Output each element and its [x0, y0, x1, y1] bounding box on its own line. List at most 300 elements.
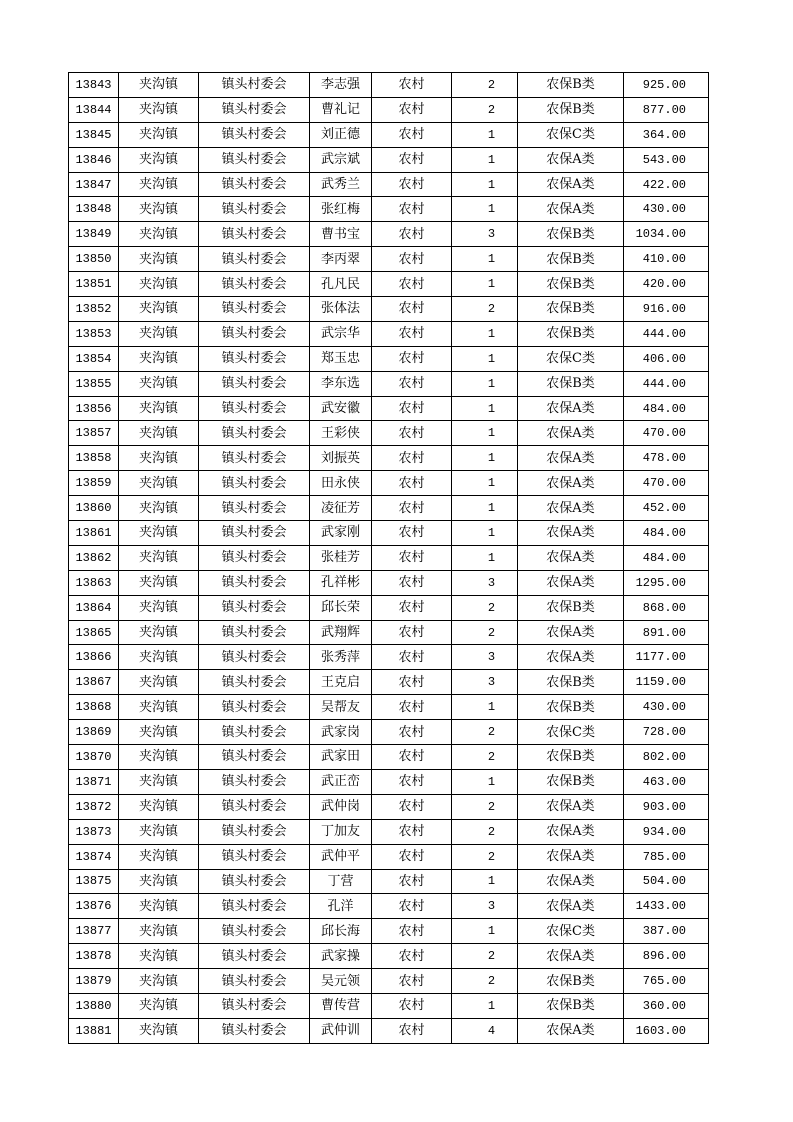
- amount-cell: 478.00: [624, 446, 709, 471]
- name-cell: 孔凡民: [310, 272, 372, 297]
- insurance-class-cell: 农保A类: [518, 869, 624, 894]
- member-count-cell: 1: [452, 769, 518, 794]
- amount-cell: 452.00: [624, 496, 709, 521]
- table-row: [69, 819, 709, 844]
- village-committee-cell: 镇头村委会: [199, 595, 310, 620]
- village-committee-cell: 镇头村委会: [199, 471, 310, 496]
- amount-cell: 470.00: [624, 421, 709, 446]
- town-cell: 夹沟镇: [119, 421, 199, 446]
- name-cell: 邱长荣: [310, 595, 372, 620]
- amount-cell: 891.00: [624, 620, 709, 645]
- benefit-roster-table: [68, 72, 709, 1044]
- town-cell: 夹沟镇: [119, 446, 199, 471]
- amount-cell: 903.00: [624, 794, 709, 819]
- town-cell: 夹沟镇: [119, 247, 199, 272]
- serial-number-cell: 13850: [69, 247, 119, 272]
- table-row: [69, 122, 709, 147]
- serial-number-cell: 13849: [69, 222, 119, 247]
- insurance-class-cell: 农保A类: [518, 794, 624, 819]
- village-committee-cell: 镇头村委会: [199, 521, 310, 546]
- member-count-cell: 3: [452, 570, 518, 595]
- serial-number-cell: 13852: [69, 297, 119, 322]
- table-row: [69, 73, 709, 98]
- serial-number-cell: 13859: [69, 471, 119, 496]
- amount-cell: 360.00: [624, 993, 709, 1018]
- town-cell: 夹沟镇: [119, 396, 199, 421]
- table-row: [69, 197, 709, 222]
- amount-cell: 934.00: [624, 819, 709, 844]
- name-cell: 李志强: [310, 73, 372, 98]
- town-cell: 夹沟镇: [119, 670, 199, 695]
- amount-cell: 802.00: [624, 745, 709, 770]
- household-type-cell: 农村: [372, 869, 452, 894]
- insurance-class-cell: 农保B类: [518, 695, 624, 720]
- name-cell: 张秀萍: [310, 645, 372, 670]
- household-type-cell: 农村: [372, 1018, 452, 1043]
- village-committee-cell: 镇头村委会: [199, 321, 310, 346]
- insurance-class-cell: 农保A类: [518, 819, 624, 844]
- amount-cell: 1603.00: [624, 1018, 709, 1043]
- village-committee-cell: 镇头村委会: [199, 993, 310, 1018]
- member-count-cell: 1: [452, 869, 518, 894]
- insurance-class-cell: 农保A类: [518, 147, 624, 172]
- village-committee-cell: 镇头村委会: [199, 695, 310, 720]
- insurance-class-cell: 农保B类: [518, 73, 624, 98]
- amount-cell: 410.00: [624, 247, 709, 272]
- town-cell: 夹沟镇: [119, 346, 199, 371]
- village-committee-cell: 镇头村委会: [199, 1018, 310, 1043]
- name-cell: 王彩侠: [310, 421, 372, 446]
- insurance-class-cell: 农保A类: [518, 844, 624, 869]
- insurance-class-cell: 农保B类: [518, 745, 624, 770]
- table-row: [69, 944, 709, 969]
- village-committee-cell: 镇头村委会: [199, 645, 310, 670]
- serial-number-cell: 13880: [69, 993, 119, 1018]
- serial-number-cell: 13861: [69, 521, 119, 546]
- household-type-cell: 农村: [372, 894, 452, 919]
- village-committee-cell: 镇头村委会: [199, 570, 310, 595]
- name-cell: 刘振英: [310, 446, 372, 471]
- serial-number-cell: 13872: [69, 794, 119, 819]
- insurance-class-cell: 农保A类: [518, 545, 624, 570]
- amount-cell: 785.00: [624, 844, 709, 869]
- town-cell: 夹沟镇: [119, 1018, 199, 1043]
- member-count-cell: 2: [452, 720, 518, 745]
- serial-number-cell: 13864: [69, 595, 119, 620]
- insurance-class-cell: 农保C类: [518, 919, 624, 944]
- name-cell: 武安徽: [310, 396, 372, 421]
- household-type-cell: 农村: [372, 720, 452, 745]
- table-row: [69, 371, 709, 396]
- town-cell: 夹沟镇: [119, 172, 199, 197]
- village-committee-cell: 镇头村委会: [199, 122, 310, 147]
- serial-number-cell: 13870: [69, 745, 119, 770]
- town-cell: 夹沟镇: [119, 869, 199, 894]
- table-row: [69, 172, 709, 197]
- town-cell: 夹沟镇: [119, 122, 199, 147]
- member-count-cell: 1: [452, 446, 518, 471]
- household-type-cell: 农村: [372, 944, 452, 969]
- town-cell: 夹沟镇: [119, 321, 199, 346]
- table-row: [69, 496, 709, 521]
- serial-number-cell: 13865: [69, 620, 119, 645]
- household-type-cell: 农村: [372, 471, 452, 496]
- town-cell: 夹沟镇: [119, 969, 199, 994]
- town-cell: 夹沟镇: [119, 147, 199, 172]
- serial-number-cell: 13871: [69, 769, 119, 794]
- household-type-cell: 农村: [372, 197, 452, 222]
- table-row: [69, 297, 709, 322]
- insurance-class-cell: 农保A类: [518, 446, 624, 471]
- member-count-cell: 3: [452, 670, 518, 695]
- member-count-cell: 1: [452, 421, 518, 446]
- amount-cell: 470.00: [624, 471, 709, 496]
- household-type-cell: 农村: [372, 794, 452, 819]
- table-row: [69, 421, 709, 446]
- household-type-cell: 农村: [372, 446, 452, 471]
- insurance-class-cell: 农保A类: [518, 421, 624, 446]
- table-row: [69, 247, 709, 272]
- town-cell: 夹沟镇: [119, 944, 199, 969]
- member-count-cell: 2: [452, 297, 518, 322]
- serial-number-cell: 13877: [69, 919, 119, 944]
- insurance-class-cell: 农保A类: [518, 521, 624, 546]
- town-cell: 夹沟镇: [119, 197, 199, 222]
- name-cell: 武家操: [310, 944, 372, 969]
- serial-number-cell: 13847: [69, 172, 119, 197]
- name-cell: 武仲平: [310, 844, 372, 869]
- name-cell: 凌征芳: [310, 496, 372, 521]
- name-cell: 王克启: [310, 670, 372, 695]
- village-committee-cell: 镇头村委会: [199, 222, 310, 247]
- name-cell: 武翔辉: [310, 620, 372, 645]
- amount-cell: 896.00: [624, 944, 709, 969]
- serial-number-cell: 13856: [69, 396, 119, 421]
- town-cell: 夹沟镇: [119, 371, 199, 396]
- serial-number-cell: 13843: [69, 73, 119, 98]
- town-cell: 夹沟镇: [119, 794, 199, 819]
- village-committee-cell: 镇头村委会: [199, 297, 310, 322]
- name-cell: 张桂芳: [310, 545, 372, 570]
- member-count-cell: 1: [452, 247, 518, 272]
- insurance-class-cell: 农保B类: [518, 321, 624, 346]
- town-cell: 夹沟镇: [119, 297, 199, 322]
- serial-number-cell: 13844: [69, 97, 119, 122]
- town-cell: 夹沟镇: [119, 695, 199, 720]
- table-row: [69, 769, 709, 794]
- table-row: [69, 745, 709, 770]
- village-committee-cell: 镇头村委会: [199, 97, 310, 122]
- serial-number-cell: 13846: [69, 147, 119, 172]
- village-committee-cell: 镇头村委会: [199, 819, 310, 844]
- insurance-class-cell: 农保A类: [518, 894, 624, 919]
- amount-cell: 463.00: [624, 769, 709, 794]
- amount-cell: 444.00: [624, 371, 709, 396]
- insurance-class-cell: 农保C类: [518, 346, 624, 371]
- amount-cell: 868.00: [624, 595, 709, 620]
- household-type-cell: 农村: [372, 969, 452, 994]
- table-row: [69, 396, 709, 421]
- table-row: [69, 446, 709, 471]
- serial-number-cell: 13857: [69, 421, 119, 446]
- amount-cell: 1159.00: [624, 670, 709, 695]
- member-count-cell: 1: [452, 993, 518, 1018]
- village-committee-cell: 镇头村委会: [199, 620, 310, 645]
- serial-number-cell: 13845: [69, 122, 119, 147]
- amount-cell: 430.00: [624, 197, 709, 222]
- table-row: [69, 147, 709, 172]
- serial-number-cell: 13862: [69, 545, 119, 570]
- village-committee-cell: 镇头村委会: [199, 496, 310, 521]
- member-count-cell: 1: [452, 272, 518, 297]
- name-cell: 吴元领: [310, 969, 372, 994]
- amount-cell: 484.00: [624, 545, 709, 570]
- household-type-cell: 农村: [372, 496, 452, 521]
- insurance-class-cell: 农保B类: [518, 97, 624, 122]
- serial-number-cell: 13878: [69, 944, 119, 969]
- table-row: [69, 222, 709, 247]
- town-cell: 夹沟镇: [119, 73, 199, 98]
- village-committee-cell: 镇头村委会: [199, 545, 310, 570]
- town-cell: 夹沟镇: [119, 222, 199, 247]
- household-type-cell: 农村: [372, 396, 452, 421]
- member-count-cell: 1: [452, 496, 518, 521]
- household-type-cell: 农村: [372, 172, 452, 197]
- amount-cell: 728.00: [624, 720, 709, 745]
- insurance-class-cell: 农保A类: [518, 471, 624, 496]
- town-cell: 夹沟镇: [119, 894, 199, 919]
- village-committee-cell: 镇头村委会: [199, 147, 310, 172]
- insurance-class-cell: 农保B类: [518, 769, 624, 794]
- member-count-cell: 1: [452, 396, 518, 421]
- town-cell: 夹沟镇: [119, 720, 199, 745]
- name-cell: 张体法: [310, 297, 372, 322]
- town-cell: 夹沟镇: [119, 595, 199, 620]
- table-row: [69, 794, 709, 819]
- household-type-cell: 农村: [372, 346, 452, 371]
- insurance-class-cell: 农保C类: [518, 122, 624, 147]
- household-type-cell: 农村: [372, 620, 452, 645]
- village-committee-cell: 镇头村委会: [199, 396, 310, 421]
- insurance-class-cell: 农保A类: [518, 645, 624, 670]
- household-type-cell: 农村: [372, 97, 452, 122]
- table-row: [69, 1018, 709, 1043]
- town-cell: 夹沟镇: [119, 919, 199, 944]
- village-committee-cell: 镇头村委会: [199, 421, 310, 446]
- name-cell: 孔洋: [310, 894, 372, 919]
- village-committee-cell: 镇头村委会: [199, 769, 310, 794]
- amount-cell: 916.00: [624, 297, 709, 322]
- insurance-class-cell: 农保B类: [518, 297, 624, 322]
- town-cell: 夹沟镇: [119, 570, 199, 595]
- insurance-class-cell: 农保B类: [518, 670, 624, 695]
- name-cell: 李东选: [310, 371, 372, 396]
- member-count-cell: 1: [452, 545, 518, 570]
- village-committee-cell: 镇头村委会: [199, 247, 310, 272]
- name-cell: 邱长海: [310, 919, 372, 944]
- household-type-cell: 农村: [372, 321, 452, 346]
- household-type-cell: 农村: [372, 993, 452, 1018]
- name-cell: 武宗斌: [310, 147, 372, 172]
- name-cell: 丁加友: [310, 819, 372, 844]
- town-cell: 夹沟镇: [119, 97, 199, 122]
- household-type-cell: 农村: [372, 247, 452, 272]
- amount-cell: 430.00: [624, 695, 709, 720]
- member-count-cell: 1: [452, 172, 518, 197]
- amount-cell: 420.00: [624, 272, 709, 297]
- name-cell: 田永侠: [310, 471, 372, 496]
- insurance-class-cell: 农保B类: [518, 993, 624, 1018]
- village-committee-cell: 镇头村委会: [199, 73, 310, 98]
- serial-number-cell: 13866: [69, 645, 119, 670]
- amount-cell: 1034.00: [624, 222, 709, 247]
- name-cell: 武仲训: [310, 1018, 372, 1043]
- table-row: [69, 545, 709, 570]
- insurance-class-cell: 农保A类: [518, 496, 624, 521]
- household-type-cell: 农村: [372, 769, 452, 794]
- household-type-cell: 农村: [372, 297, 452, 322]
- amount-cell: 543.00: [624, 147, 709, 172]
- town-cell: 夹沟镇: [119, 545, 199, 570]
- household-type-cell: 农村: [372, 695, 452, 720]
- household-type-cell: 农村: [372, 645, 452, 670]
- amount-cell: 444.00: [624, 321, 709, 346]
- name-cell: 武家田: [310, 745, 372, 770]
- town-cell: 夹沟镇: [119, 645, 199, 670]
- member-count-cell: 1: [452, 197, 518, 222]
- amount-cell: 1177.00: [624, 645, 709, 670]
- town-cell: 夹沟镇: [119, 993, 199, 1018]
- household-type-cell: 农村: [372, 73, 452, 98]
- serial-number-cell: 13853: [69, 321, 119, 346]
- serial-number-cell: 13858: [69, 446, 119, 471]
- household-type-cell: 农村: [372, 670, 452, 695]
- serial-number-cell: 13860: [69, 496, 119, 521]
- village-committee-cell: 镇头村委会: [199, 197, 310, 222]
- village-committee-cell: 镇头村委会: [199, 844, 310, 869]
- household-type-cell: 农村: [372, 147, 452, 172]
- amount-cell: 484.00: [624, 521, 709, 546]
- member-count-cell: 2: [452, 73, 518, 98]
- serial-number-cell: 13851: [69, 272, 119, 297]
- village-committee-cell: 镇头村委会: [199, 371, 310, 396]
- serial-number-cell: 13863: [69, 570, 119, 595]
- serial-number-cell: 13874: [69, 844, 119, 869]
- serial-number-cell: 13876: [69, 894, 119, 919]
- insurance-class-cell: 农保B类: [518, 595, 624, 620]
- amount-cell: 422.00: [624, 172, 709, 197]
- amount-cell: 877.00: [624, 97, 709, 122]
- member-count-cell: 1: [452, 695, 518, 720]
- table-row: [69, 720, 709, 745]
- member-count-cell: 3: [452, 645, 518, 670]
- amount-cell: 364.00: [624, 122, 709, 147]
- household-type-cell: 农村: [372, 745, 452, 770]
- name-cell: 曹书宝: [310, 222, 372, 247]
- amount-cell: 1433.00: [624, 894, 709, 919]
- amount-cell: 1295.00: [624, 570, 709, 595]
- name-cell: 武宗华: [310, 321, 372, 346]
- amount-cell: 504.00: [624, 869, 709, 894]
- member-count-cell: 2: [452, 595, 518, 620]
- village-committee-cell: 镇头村委会: [199, 944, 310, 969]
- insurance-class-cell: 农保A类: [518, 944, 624, 969]
- table-row: [69, 969, 709, 994]
- member-count-cell: 1: [452, 521, 518, 546]
- insurance-class-cell: 农保B类: [518, 272, 624, 297]
- member-count-cell: 1: [452, 919, 518, 944]
- table-row: [69, 321, 709, 346]
- member-count-cell: 2: [452, 794, 518, 819]
- table-row: [69, 570, 709, 595]
- table-row: [69, 894, 709, 919]
- table-row: [69, 670, 709, 695]
- table-row: [69, 695, 709, 720]
- town-cell: 夹沟镇: [119, 272, 199, 297]
- insurance-class-cell: 农保A类: [518, 1018, 624, 1043]
- town-cell: 夹沟镇: [119, 844, 199, 869]
- serial-number-cell: 13879: [69, 969, 119, 994]
- household-type-cell: 农村: [372, 521, 452, 546]
- name-cell: 张红梅: [310, 197, 372, 222]
- amount-cell: 484.00: [624, 396, 709, 421]
- amount-cell: 765.00: [624, 969, 709, 994]
- name-cell: 曹礼记: [310, 97, 372, 122]
- insurance-class-cell: 农保A类: [518, 396, 624, 421]
- household-type-cell: 农村: [372, 222, 452, 247]
- serial-number-cell: 13868: [69, 695, 119, 720]
- member-count-cell: 4: [452, 1018, 518, 1043]
- member-count-cell: 3: [452, 894, 518, 919]
- member-count-cell: 2: [452, 97, 518, 122]
- amount-cell: 925.00: [624, 73, 709, 98]
- household-type-cell: 农村: [372, 595, 452, 620]
- serial-number-cell: 13855: [69, 371, 119, 396]
- table-body: [69, 73, 709, 1044]
- serial-number-cell: 13869: [69, 720, 119, 745]
- table-row: [69, 869, 709, 894]
- village-committee-cell: 镇头村委会: [199, 869, 310, 894]
- insurance-class-cell: 农保A类: [518, 172, 624, 197]
- name-cell: 孔祥彬: [310, 570, 372, 595]
- member-count-cell: 1: [452, 122, 518, 147]
- member-count-cell: 2: [452, 819, 518, 844]
- name-cell: 武正峦: [310, 769, 372, 794]
- household-type-cell: 农村: [372, 919, 452, 944]
- insurance-class-cell: 农保B类: [518, 222, 624, 247]
- household-type-cell: 农村: [372, 272, 452, 297]
- insurance-class-cell: 农保B类: [518, 371, 624, 396]
- village-committee-cell: 镇头村委会: [199, 894, 310, 919]
- town-cell: 夹沟镇: [119, 496, 199, 521]
- village-committee-cell: 镇头村委会: [199, 794, 310, 819]
- serial-number-cell: 13881: [69, 1018, 119, 1043]
- serial-number-cell: 13873: [69, 819, 119, 844]
- serial-number-cell: 13875: [69, 869, 119, 894]
- insurance-class-cell: 农保A类: [518, 620, 624, 645]
- amount-cell: 387.00: [624, 919, 709, 944]
- name-cell: 武家岗: [310, 720, 372, 745]
- insurance-class-cell: 农保A类: [518, 197, 624, 222]
- member-count-cell: 1: [452, 147, 518, 172]
- table-row: [69, 620, 709, 645]
- insurance-class-cell: 农保B类: [518, 247, 624, 272]
- table-row: [69, 645, 709, 670]
- table-row: [69, 919, 709, 944]
- table-row: [69, 595, 709, 620]
- member-count-cell: 2: [452, 844, 518, 869]
- village-committee-cell: 镇头村委会: [199, 919, 310, 944]
